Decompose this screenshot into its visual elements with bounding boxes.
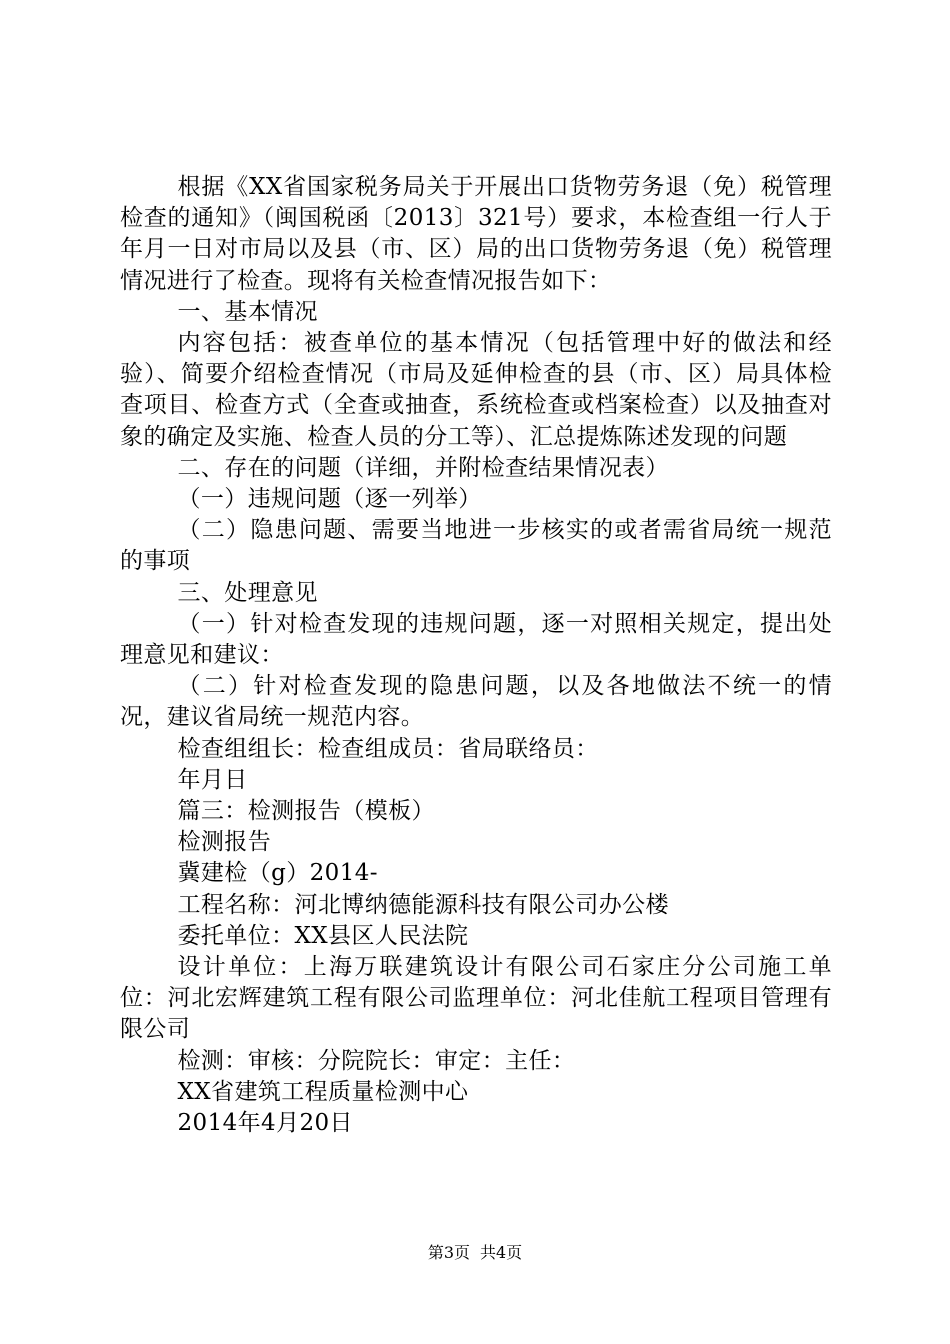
section-title-part-three: 篇三：检测报告（模板） xyxy=(177,798,435,825)
inspection-signatures: 检测：审核：分院院长：审定：主任： xyxy=(177,1047,576,1074)
heading-handling-opinions: 三、处理意见 xyxy=(177,579,318,606)
report-number: 冀建检（g）2014- xyxy=(177,860,378,887)
item-violation-problems: （一）违规问题（逐一列举） xyxy=(177,486,482,513)
signature-line: 检查组组长：检查组成员：省局联络员： xyxy=(177,735,599,762)
heading-existing-problems: 二、存在的问题（详细，并附检查结果情况表） xyxy=(177,454,669,481)
testing-center-name: XX省建筑工程质量检测中心 xyxy=(177,1078,469,1105)
design-construction-supervision-units: 设计单位：上海万联建筑设计有限公司石家庄分公司施工单位：河北宏辉建筑工程有限公司监理单位：河北佳航工程项目管理有限公司 xyxy=(120,954,832,1043)
client-unit: 委托单位：XX县区人民法院 xyxy=(177,922,469,949)
date-line: 年月日 xyxy=(177,766,248,793)
project-name: 工程名称：河北博纳德能源科技有限公司办公楼 xyxy=(177,891,669,918)
item-hidden-handling: （二）针对检查发现的隐患问题，以及各地做法不统一的情况，建议省局统一规范内容。 xyxy=(120,673,832,731)
page-number: 第3页 xyxy=(427,1243,470,1262)
heading-basic-situation: 一、基本情况 xyxy=(177,298,318,325)
paragraph-basic-content: 内容包括：被查单位的基本情况（包括管理中好的做法和经验）、简要介绍检查情况（市局及延伸检查的县（市、区）局具体检查项目、检查方式（全查或抽查，系统检查或档案检查）以及抽查对象的确定及实施、检查人员的分工等）、汇总提炼陈述发现的问题 xyxy=(120,330,832,450)
page-total: 共4页 xyxy=(480,1243,523,1262)
item-violation-handling: （一）针对检查发现的违规问题，逐一对照相关规定，提出处理意见和建议： xyxy=(120,610,832,669)
paragraph-intro: 根据《XX省国家税务局关于开展出口货物劳务退（免）税管理检查的通知》（闽国税函〔2013〕321号）要求，本检查组一行人于年月一日对市局以及县（市、区）局的出口货物劳务退（免）税管理情况进行了检查。现将有关检查情况报告如下： xyxy=(120,174,832,294)
item-hidden-problems: （二）隐患问题、需要当地进一步核实的或者需省局统一规范的事项 xyxy=(120,517,832,575)
document-body xyxy=(120,172,832,1139)
report-title: 检测报告 xyxy=(177,829,272,856)
page-footer xyxy=(0,1243,950,1263)
report-date: 2014年4月20日 xyxy=(177,1110,353,1137)
